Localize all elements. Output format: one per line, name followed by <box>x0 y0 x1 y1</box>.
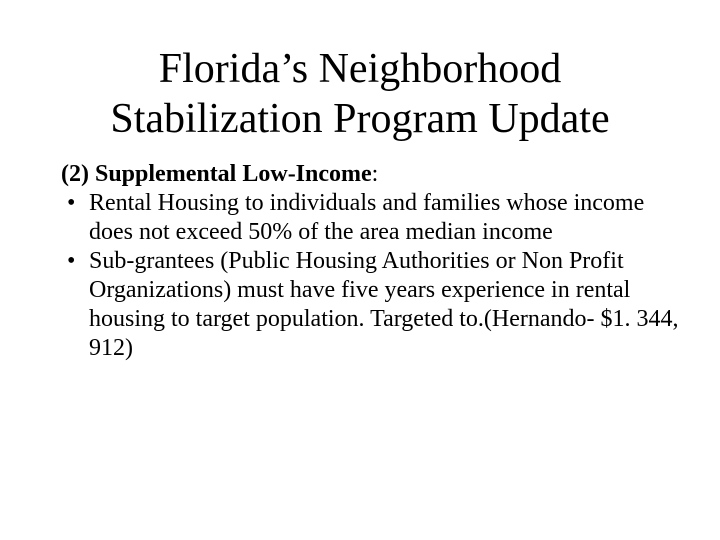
bullet-icon: • <box>67 248 76 274</box>
section-heading-colon: : <box>371 161 379 187</box>
bullet-icon: • <box>67 190 76 216</box>
bullet-text-sub-grantees: Sub-grantees (Public Housing Authorities or Non Profit Organizations) must have five years experience in rental housing to target population. Targeted to.(Hernando- $1. 344, 912) <box>89 248 679 361</box>
slide-title <box>40 44 680 144</box>
bullet-item-rental-housing <box>61 189 691 247</box>
section-heading-label: (2) Supplemental Low-Income <box>61 161 372 187</box>
section-heading <box>61 160 691 189</box>
slide-title-line-2: Stabilization Program Update <box>110 96 610 142</box>
bullet-text-rental-housing: Rental Housing to individuals and families whose income does not exceed 50% of the area median income <box>89 190 645 245</box>
bullet-item-sub-grantees <box>61 247 691 363</box>
slide-body <box>61 160 691 363</box>
slide-title-line-1: Florida’s Neighborhood <box>158 46 562 92</box>
bullet-list <box>61 189 691 363</box>
